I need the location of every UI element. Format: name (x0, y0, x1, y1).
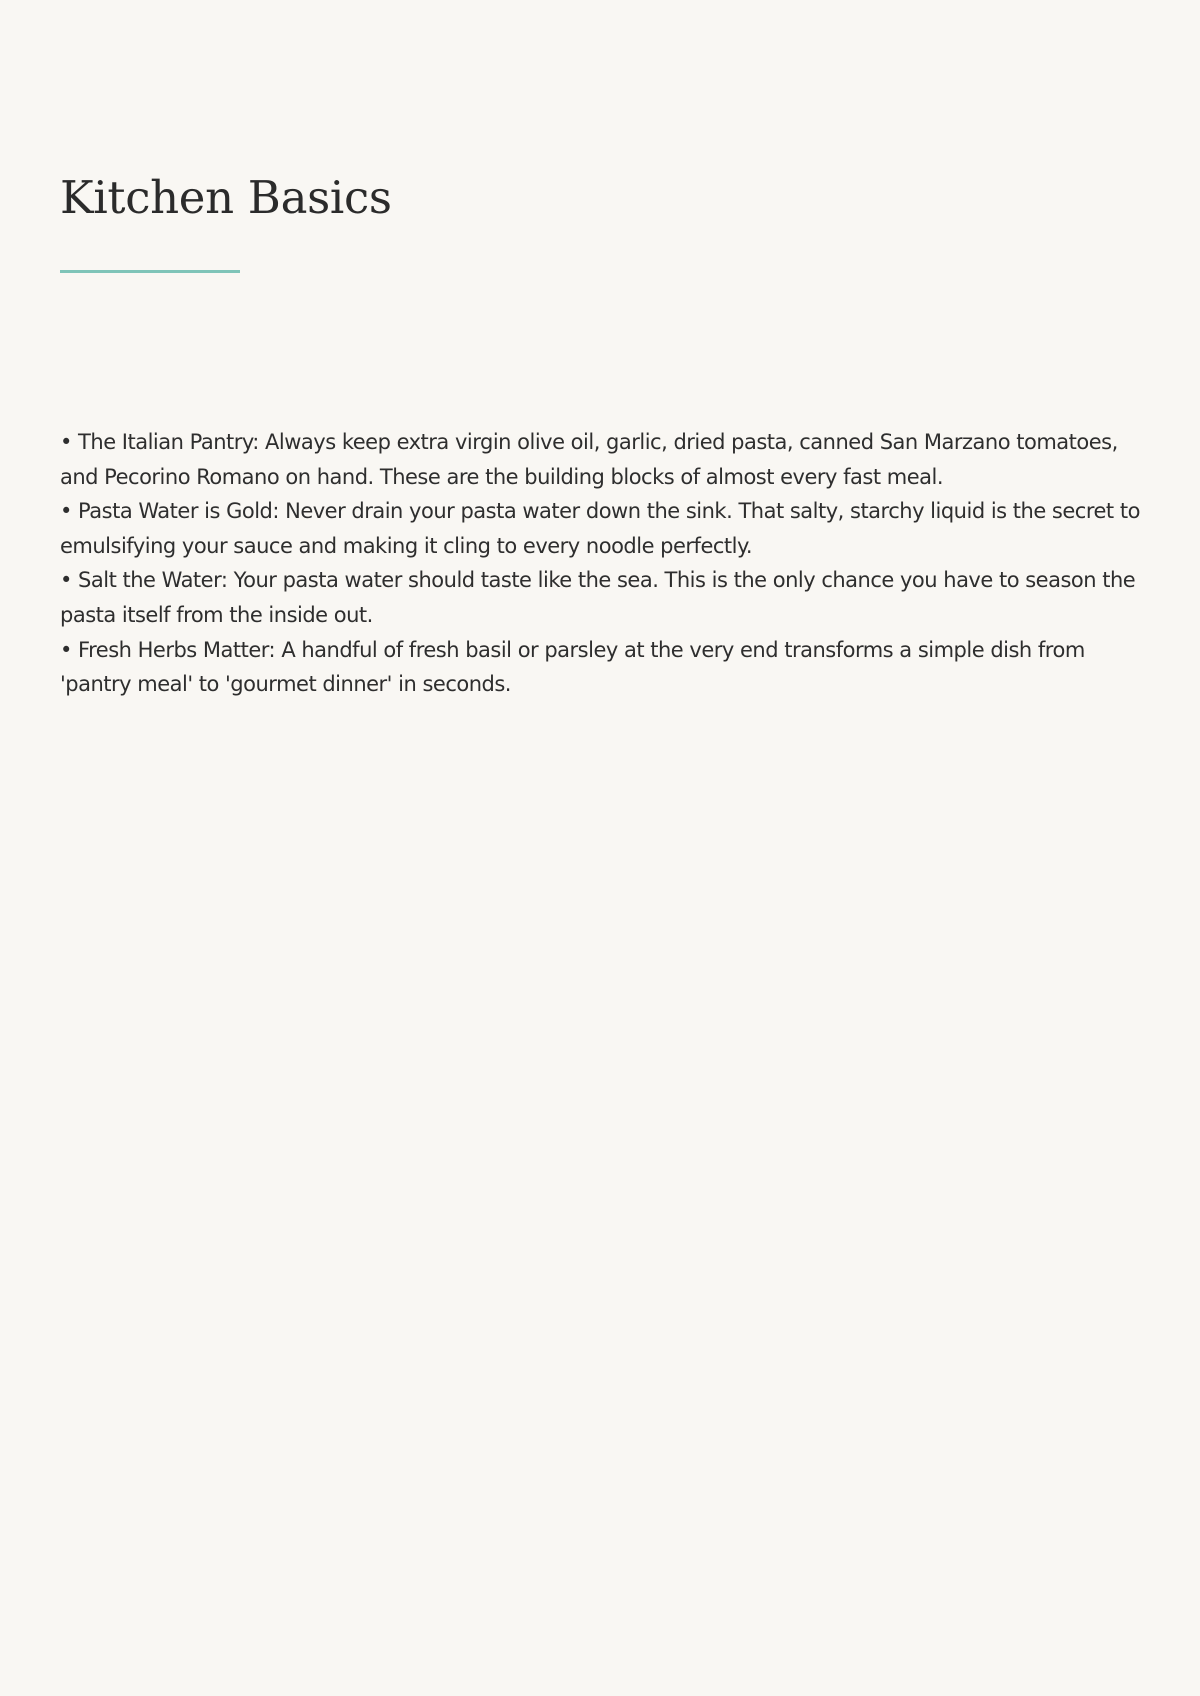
tips-list (60, 425, 1140, 702)
list-item: • Pasta Water is Gold: Never drain your pasta water down the sink. That salty, starchy liquid is the secret to emulsifying your sauce and making it cling to every noodle perfectly. (60, 499, 1140, 558)
page-title: Kitchen Basics (60, 171, 392, 224)
title-underline-divider (60, 270, 240, 273)
list-item: • Fresh Herbs Matter: A handful of fresh basil or parsley at the very end transforms a simple dish from 'pantry meal' to 'gourmet dinner' in seconds. (60, 637, 1085, 697)
list-item: • The Italian Pantry: Always keep extra virgin olive oil, garlic, dried pasta, canned San Marzano tomatoes, and Pecorino Romano on hand. These are the building blocks of almost every fast meal. (60, 430, 1118, 489)
list-item: • Salt the Water: Your pasta water should taste like the sea. This is the only chance you have to season the pasta itself from the inside out. (60, 568, 1136, 627)
